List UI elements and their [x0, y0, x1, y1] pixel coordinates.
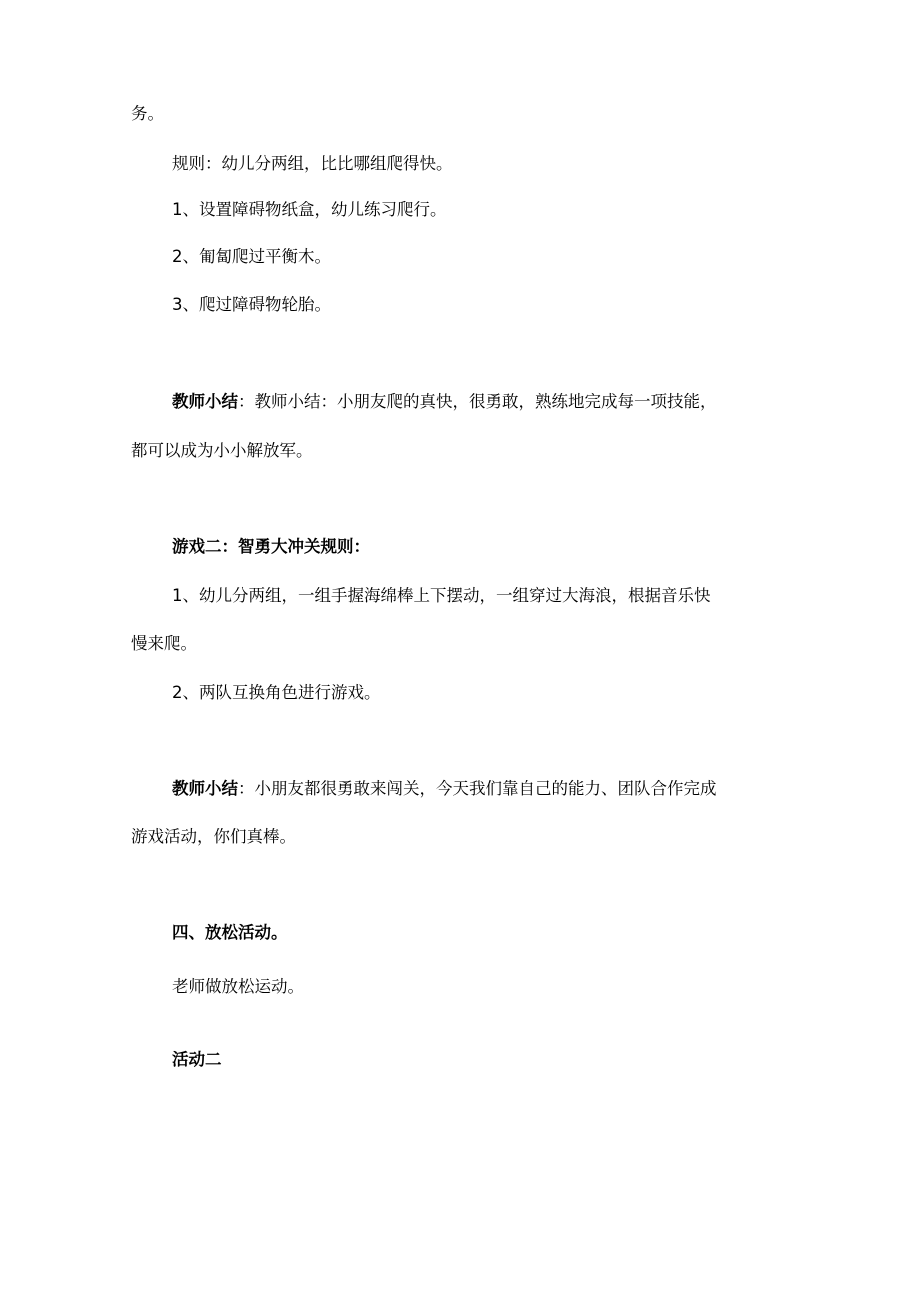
step-3: 3、爬过障碍物轮胎。 — [172, 295, 331, 314]
teacher-summary-2-continuation: 游戏活动，你们真棒。 — [131, 827, 296, 846]
game-2-heading: 游戏二：智勇大冲关规则： — [172, 537, 370, 556]
game-2-step-2: 2、两队互换角色进行游戏。 — [172, 683, 381, 702]
step-2: 2、匍匐爬过平衡木。 — [172, 247, 331, 266]
teacher-summary-2 — [172, 778, 717, 800]
teacher-summary-label: 教师小结 — [172, 392, 238, 411]
rules-line: 规则：幼儿分两组，比比哪组爬得快。 — [172, 154, 453, 173]
teacher-summary-text: ：教师小结：小朋友爬的真快，很勇敢，熟练地完成每一项技能， — [238, 392, 717, 411]
section-4-heading: 四、放松活动。 — [172, 923, 288, 942]
section-4-text: 老师做放松运动。 — [172, 977, 304, 996]
teacher-summary-text: ：小朋友都很勇敢来闯关，今天我们靠自己的能力、团队合作完成 — [238, 779, 717, 798]
paragraph-continuation: 务。 — [131, 104, 164, 123]
activity-2-heading: 活动二 — [172, 1050, 222, 1069]
teacher-summary-1 — [172, 391, 717, 413]
step-1: 1、设置障碍物纸盒，幼儿练习爬行。 — [172, 200, 447, 219]
teacher-summary-label: 教师小结 — [172, 779, 238, 798]
game-2-step-1: 1、幼儿分两组，一组手握海绵棒上下摆动，一组穿过大海浪，根据音乐快 — [172, 586, 711, 605]
teacher-summary-1-continuation: 都可以成为小小解放军。 — [131, 441, 313, 460]
game-2-step-1-continuation: 慢来爬。 — [131, 634, 197, 653]
